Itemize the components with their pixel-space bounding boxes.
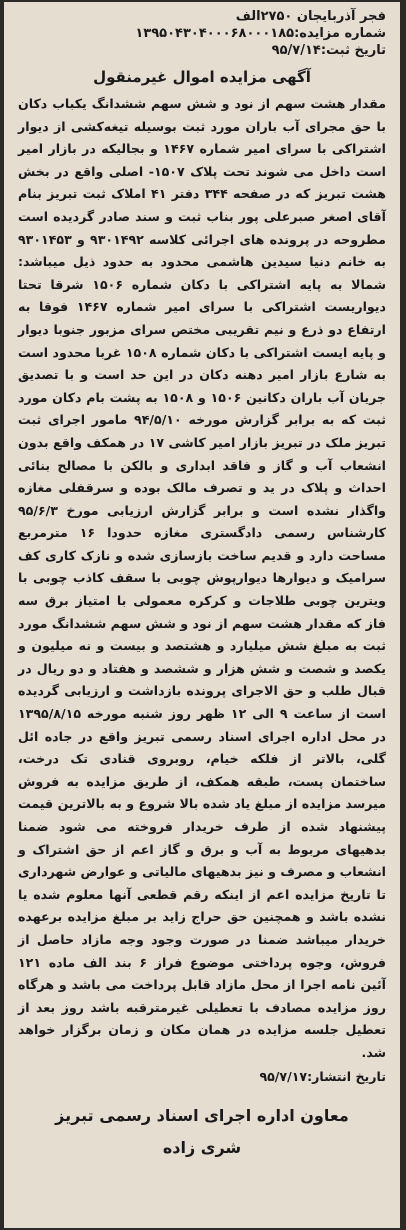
- notice-body: مقدار هشت سهم از نود و شش سهم ششدانگ یکباب دکان با حق مجرای آب باران مورد ثبت بوسیله تیغه‌کشی از دیوار اشتراکی با سرای امیر شماره ۱۴۶۷ و بجالیکه در بازار امیر است داخل می شوند تحت پلاک ۱۵۰۷- اصلی واقع در بخش هشت تبریز که در صفحه ۳۴۴ دفتر ۴۱ املاک ثبت تبریز بنام آقای اصغر صبرعلی پور بناب ثبت و سند صادر گردیده است مطروحه در پرونده های اجرائی کلاسه ۹۳۰۱۴۹۲ و ۹۳۰۱۴۵۳ به خانم دنیا سیدین هاشمی محدود به حدود ذیل میباشد: شمالا به پایه اشتراکی با دکان شماره ۱۵۰۶ شرقا تحتا دیواریست اشتراکی با سرای امیر شماره ۱۴۶۷ فوقا به ارتفاع دو ذرع و نیم تقریبی مختص سرای مزبور جنوبا دیوار و پایه ایست اشتراکی با دکان شماره ۱۵۰۸ غربا محدود است به شارع بازار امیر دهنه دکان در این حد است و با تصدیق جریان آب باران دکانین ۱۵۰۶ و ۱۵۰۸ به پشت بام دکان مورد ثبت که به برابر گزارش مورخه ۹۴/۵/۱۰ مامور اجرای ثبت تبریز ملک در تبریز بازار امیر کاشی ۱۷ در همکف واقع بدون انشعاب آب و گاز و فاقد ابداری و بالکن با مصالح بنائی احداث و پلاک در ید و تصرف مالک بوده و سرقفلی مغازه واگذار نشده است و برابر گزارش ارزیابی مورخ ۹۵/۶/۳ کارشناس رسمی دادگستری مغازه حدودا ۱۶ مترمربع مساحت دارد و قدیم ساخت بازسازی شده و نازک کاری کف سرامیک و دیوارها دیوارپوش چوبی با سقف کاذب چوبی با ویترین چوبی طلاجات و کرکره معمولی با امتیاز برق سه فاز که مقدار هشت سهم از نود و شش سهم ششدانگ مورد ثبت به مبلغ شش میلیارد و هشتصد و بیست و نه میلیون و یکصد و شصت و شش هزار و ششصد و هفتاد و دو ریال در قبال طلب و حق الاجرای پرونده بازداشت و ارزیابی گردیده است از ساعت ۹ الی ۱۲ ظهر روز شنبه مورخه ۱۳۹۵/۸/۱۵ در محل اداره اجرای اسناد رسمی تبریز واقع در جاده ائل گلی، بالاتر از فلکه خیام، روبروی قنادی تک درخت، ساختمان پست، طبقه همکف، از طریق مزایده به فروش میرسد مزایده از مبلغ یاد شده بالا شروع و به بالاترین قیمت پیشنهاد شده از طرف خریدار فروخته می شود ضمنا بدهیهای مربوط به آب و برق و گاز اعم از حق اشتراک و انشعاب و مصرف و نیز بدهیهای مالیاتی و عوارض شهرداری تا تاریخ مزایده اعم از اینکه رقم قطعی آنها معلوم شده یا نشده باشد و همچنین حق حراج زاید بر مبلغ مزایده برعهده خریدار میباشد ضمنا در صورت وجود وجه مازاد حاصل از فروش، وجوه پرداختی موضوع فراز ۶ بند الف ماده ۱۲۱ آئین نامه اجرا از محل مازاد قابل پرداخت می باشد و هرگاه روز مزایده مصادف با تعطیلی غیرمترقبه باشد روز بعد از تعطیل جلسه مزایده در همان مکان و زمان برگزار خواهد شد.: [18, 96, 387, 1060]
- newspaper-clipping: [4, 2, 400, 1228]
- publish-date: تاریخ انتشار:۹۵/۷/۱۷: [259, 1068, 386, 1084]
- notice-title: آگهی مزایده اموال غیرمنقول: [93, 68, 311, 86]
- newspaper-issue: فجر آذربایجان ۲۷۵۰الف: [235, 9, 386, 24]
- record-date: تاریخ ثبت:۹۵/۷/۱۴: [271, 43, 386, 58]
- signatory-office: معاون اداره اجرای اسناد رسمی تبریز: [55, 1105, 349, 1125]
- auction-number: شماره مزایده:۱۳۹۵۰۴۳۰۴۰۰۰۶۸۰۰۰۱۸۵: [135, 26, 386, 41]
- signatory-name: شری زاده: [162, 1137, 242, 1157]
